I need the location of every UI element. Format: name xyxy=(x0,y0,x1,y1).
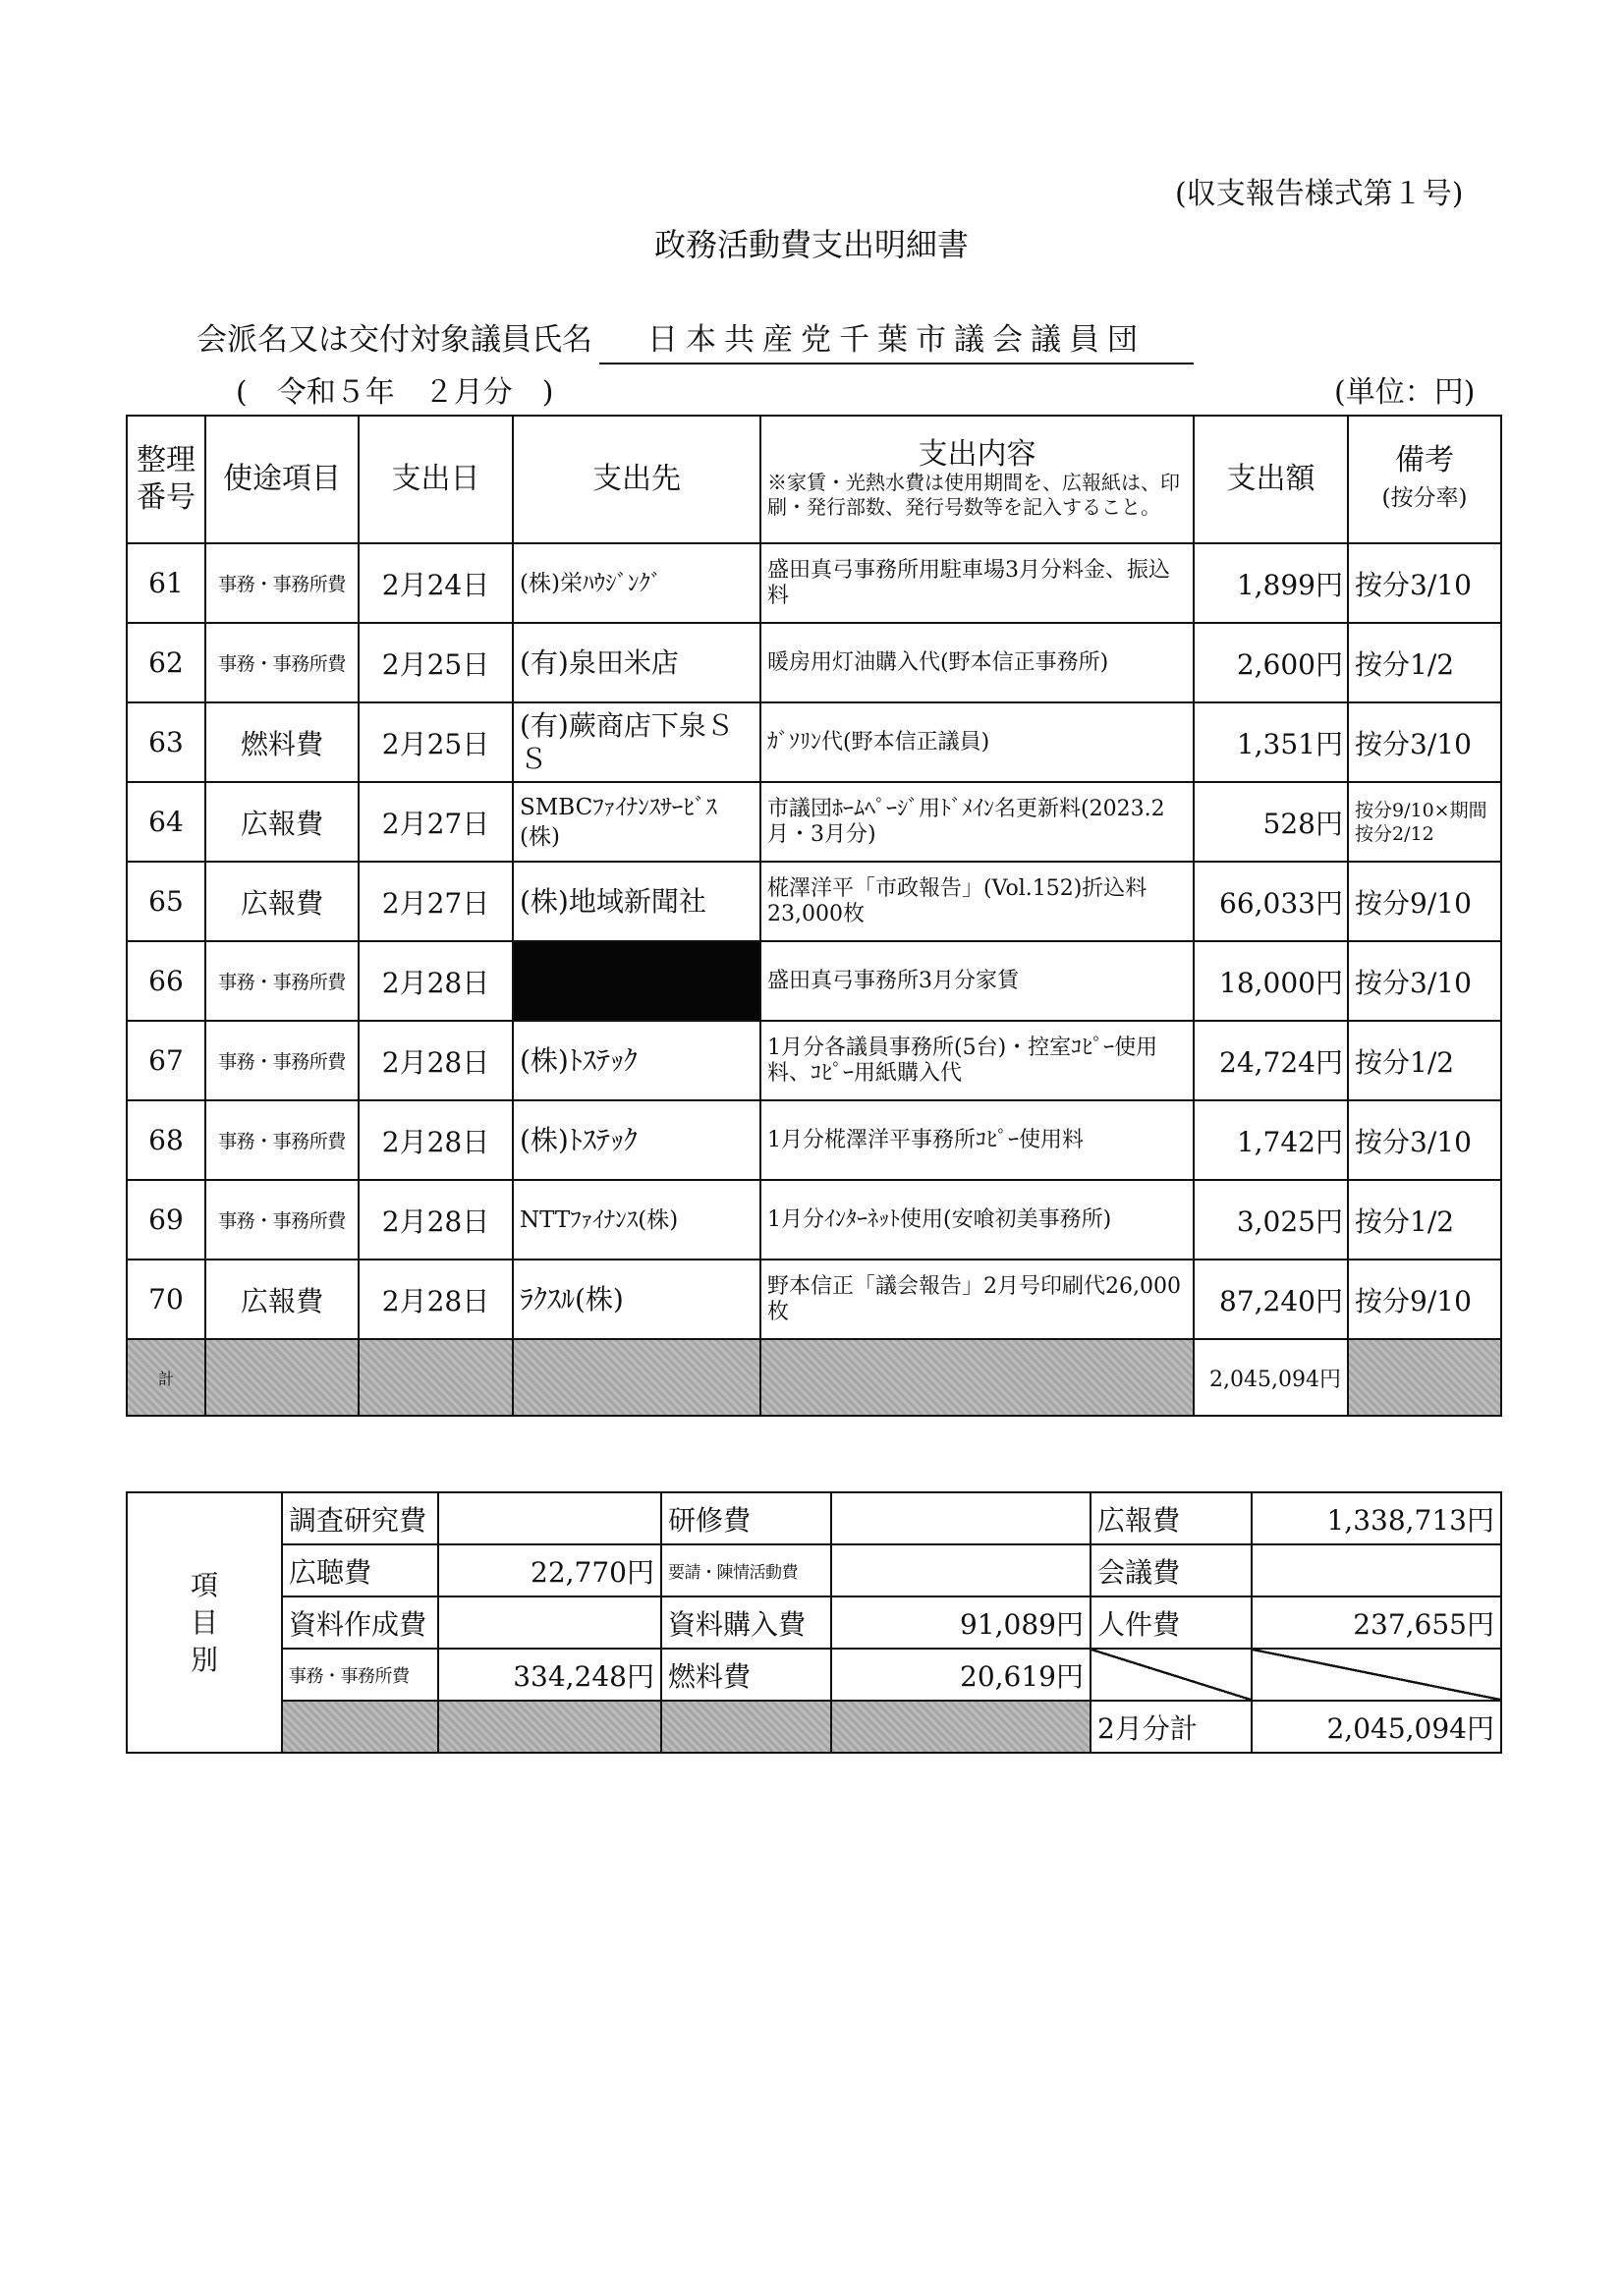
row-payee: SMBCﾌｧｲﾅﾝｽｻｰﾋﾞｽ(株) xyxy=(513,782,760,862)
summary-shade xyxy=(661,1701,831,1753)
summary-value: 1,338,713円 xyxy=(1252,1492,1501,1544)
row-note: 按分1/2 xyxy=(1348,1021,1501,1100)
page-title: 政務活動費支出明細書 xyxy=(653,226,969,263)
row-amount: 18,000円 xyxy=(1194,941,1348,1021)
row-note: 按分9/10 xyxy=(1348,1260,1501,1339)
row-amount: 528円 xyxy=(1194,782,1348,862)
redacted-payee xyxy=(513,941,760,1021)
row-number: 63 xyxy=(127,702,205,782)
row-amount: 1,742円 xyxy=(1194,1100,1348,1180)
row-content: 市議団ﾎｰﾑﾍﾟｰｼﾞ用ﾄﾞﾒｲﾝ名更新料(2023.2月・3月分) xyxy=(760,782,1194,862)
row-number: 70 xyxy=(127,1260,205,1339)
row-purpose: 事務・事務所費 xyxy=(205,1100,359,1180)
row-purpose: 広報費 xyxy=(205,862,359,941)
table-row xyxy=(127,1180,1501,1260)
total-amount: 2,045,094円 xyxy=(1194,1339,1348,1416)
row-payee: (株)地域新聞社 xyxy=(513,862,760,941)
form-number: (収支報告様式第１号) xyxy=(1175,177,1464,211)
summary-label: 人件費 xyxy=(1091,1596,1252,1649)
row-purpose: 広報費 xyxy=(205,782,359,862)
row-date: 2月24日 xyxy=(359,543,513,623)
summary-label: 要請・陳情活動費 xyxy=(661,1544,831,1596)
row-date: 2月25日 xyxy=(359,702,513,782)
col-note-sub: (按分率) xyxy=(1381,485,1468,511)
side-label-text xyxy=(134,1567,275,1679)
col-header-content xyxy=(760,416,1194,543)
summary-label: 広報費 xyxy=(1091,1492,1252,1544)
row-number: 67 xyxy=(127,1021,205,1100)
row-number: 66 xyxy=(127,941,205,1021)
row-amount: 24,724円 xyxy=(1194,1021,1348,1100)
summary-value xyxy=(831,1492,1091,1544)
row-note: 按分3/10 xyxy=(1348,941,1501,1021)
summary-value xyxy=(438,1596,661,1649)
table-row xyxy=(127,623,1501,702)
month-total-value: 2,045,094円 xyxy=(1252,1701,1501,1753)
row-purpose: 燃料費 xyxy=(205,702,359,782)
summary-shade xyxy=(282,1701,438,1753)
side-label-char: 別 xyxy=(190,1643,218,1676)
row-payee: (株)ﾄｽﾃｯｸ xyxy=(513,1100,760,1180)
col-header-date: 支出日 xyxy=(359,416,513,543)
summary-label: 研修費 xyxy=(661,1492,831,1544)
row-payee: (株)栄ﾊｳｼﾞﾝｸﾞ xyxy=(513,543,760,623)
summary-label: 資料購入費 xyxy=(661,1596,831,1649)
row-date: 2月28日 xyxy=(359,1021,513,1100)
row-note: 按分9/10×期間按分2/12 xyxy=(1348,782,1501,862)
row-number: 61 xyxy=(127,543,205,623)
row-note: 按分3/10 xyxy=(1348,1100,1501,1180)
table-row xyxy=(127,1100,1501,1180)
name-label: 会派名又は交付対象議員氏名 xyxy=(196,322,592,358)
row-date: 2月28日 xyxy=(359,941,513,1021)
col-content-title: 支出内容 xyxy=(918,437,1036,472)
summary-value: 22,770円 xyxy=(438,1544,661,1596)
total-row xyxy=(127,1339,1501,1416)
row-note: 按分3/10 xyxy=(1348,543,1501,623)
row-payee: (有)泉田米店 xyxy=(513,623,760,702)
col-header-no xyxy=(127,416,205,543)
row-number: 68 xyxy=(127,1100,205,1180)
row-amount: 3,025円 xyxy=(1194,1180,1348,1260)
row-date: 2月25日 xyxy=(359,623,513,702)
summary-label: 事務・事務所費 xyxy=(282,1649,438,1701)
row-date: 2月28日 xyxy=(359,1180,513,1260)
row-purpose: 事務・事務所費 xyxy=(205,1021,359,1100)
table-row xyxy=(127,543,1501,623)
side-label-char: 目 xyxy=(190,1605,218,1639)
col-header-purpose: 使途項目 xyxy=(205,416,359,543)
row-content: 暖房用灯油購入代(野本信正事務所) xyxy=(760,623,1194,702)
summary-label: 広聴費 xyxy=(282,1544,438,1596)
row-number: 64 xyxy=(127,782,205,862)
group-name: 日本共産党千葉市議会議員団 xyxy=(599,314,1194,364)
summary-label: 調査研究費 xyxy=(282,1492,438,1544)
row-payee: (有)蕨商店下泉ＳＳ xyxy=(513,702,760,782)
summary-value: 20,619円 xyxy=(831,1649,1091,1701)
row-payee: ﾗｸｽﾙ(株) xyxy=(513,1260,760,1339)
category-summary-table xyxy=(126,1491,1502,1754)
row-purpose: 事務・事務所費 xyxy=(205,1180,359,1260)
table-row xyxy=(127,1021,1501,1100)
total-shade xyxy=(513,1339,760,1416)
table-row xyxy=(127,702,1501,782)
summary-label: 資料作成費 xyxy=(282,1596,438,1649)
row-date: 2月28日 xyxy=(359,1100,513,1180)
row-purpose: 事務・事務所費 xyxy=(205,543,359,623)
summary-value: 91,089円 xyxy=(831,1596,1091,1649)
table-header-row xyxy=(127,416,1501,543)
row-note: 按分1/2 xyxy=(1348,623,1501,702)
row-content: 1月分各議員事務所(5台)・控室ｺﾋﾟｰ使用料、ｺﾋﾟｰ用紙購入代 xyxy=(760,1021,1194,1100)
row-date: 2月28日 xyxy=(359,1260,513,1339)
row-content: 盛田真弓事務所3月分家賃 xyxy=(760,941,1194,1021)
row-amount: 66,033円 xyxy=(1194,862,1348,941)
summary-side-label xyxy=(127,1492,282,1753)
col-header-note xyxy=(1348,416,1501,543)
summary-value: 334,248円 xyxy=(438,1649,661,1701)
total-shade xyxy=(760,1339,1194,1416)
summary-shade xyxy=(438,1701,661,1753)
summary-value xyxy=(831,1544,1091,1596)
row-content: 野本信正「議会報告」2月号印刷代26,000枚 xyxy=(760,1260,1194,1339)
row-purpose: 広報費 xyxy=(205,1260,359,1339)
summary-value xyxy=(1252,1544,1501,1596)
row-content: 1月分椛澤洋平事務所ｺﾋﾟｰ使用料 xyxy=(760,1100,1194,1180)
diagonal-blank xyxy=(1252,1649,1501,1701)
table-row xyxy=(127,782,1501,862)
table-row xyxy=(127,862,1501,941)
table-row xyxy=(127,941,1501,1021)
row-number: 65 xyxy=(127,862,205,941)
row-content: 椛澤洋平「市政報告」(Vol.152)折込料23,000枚 xyxy=(760,862,1194,941)
row-amount: 1,351円 xyxy=(1194,702,1348,782)
total-shade xyxy=(1348,1339,1501,1416)
summary-label: 燃料費 xyxy=(661,1649,831,1701)
row-date: 2月27日 xyxy=(359,862,513,941)
summary-value xyxy=(438,1492,661,1544)
total-label: 計 xyxy=(127,1339,205,1416)
row-purpose: 事務・事務所費 xyxy=(205,623,359,702)
row-amount: 87,240円 xyxy=(1194,1260,1348,1339)
col-header-amount: 支出額 xyxy=(1194,416,1348,543)
total-shade xyxy=(205,1339,359,1416)
row-purpose: 事務・事務所費 xyxy=(205,941,359,1021)
row-payee: (株)ﾄｽﾃｯｸ xyxy=(513,1021,760,1100)
col-header-payee: 支出先 xyxy=(513,416,760,543)
row-note: 按分9/10 xyxy=(1348,862,1501,941)
side-label-char: 項 xyxy=(190,1568,218,1601)
row-amount: 2,600円 xyxy=(1194,623,1348,702)
row-payee: NTTﾌｧｲﾅﾝｽ(株) xyxy=(513,1180,760,1260)
row-content: ｶﾞｿﾘﾝ代(野本信正議員) xyxy=(760,702,1194,782)
row-number: 62 xyxy=(127,623,205,702)
col-note-title: 備考 xyxy=(1395,443,1454,477)
summary-label: 会議費 xyxy=(1091,1544,1252,1596)
summary-value: 237,655円 xyxy=(1252,1596,1501,1649)
expense-table xyxy=(126,415,1502,1417)
total-shade xyxy=(359,1339,513,1416)
summary-shade xyxy=(831,1701,1091,1753)
col-content-note: ※家賃・光熱水費は使用期間を、広報紙は、印刷・発行部数、発行号数等を記入すること。 xyxy=(767,471,1180,519)
row-content: 1月分ｲﾝﾀｰﾈｯﾄ使用(安喰初美事務所) xyxy=(760,1180,1194,1260)
unit-label: (単位：円) xyxy=(1334,375,1476,410)
row-number: 69 xyxy=(127,1180,205,1260)
row-amount: 1,899円 xyxy=(1194,543,1348,623)
row-note: 按分1/2 xyxy=(1348,1180,1501,1260)
month-total-label: 2月分計 xyxy=(1091,1701,1252,1753)
period-label: ( 令和５年 ２月分 ) xyxy=(236,375,554,410)
row-date: 2月27日 xyxy=(359,782,513,862)
table-row xyxy=(127,1260,1501,1339)
row-content: 盛田真弓事務所用駐車場3月分料金、振込料 xyxy=(760,543,1194,623)
diagonal-blank xyxy=(1091,1649,1252,1701)
col-no-label: 整理番号 xyxy=(137,443,196,515)
row-note: 按分3/10 xyxy=(1348,702,1501,782)
